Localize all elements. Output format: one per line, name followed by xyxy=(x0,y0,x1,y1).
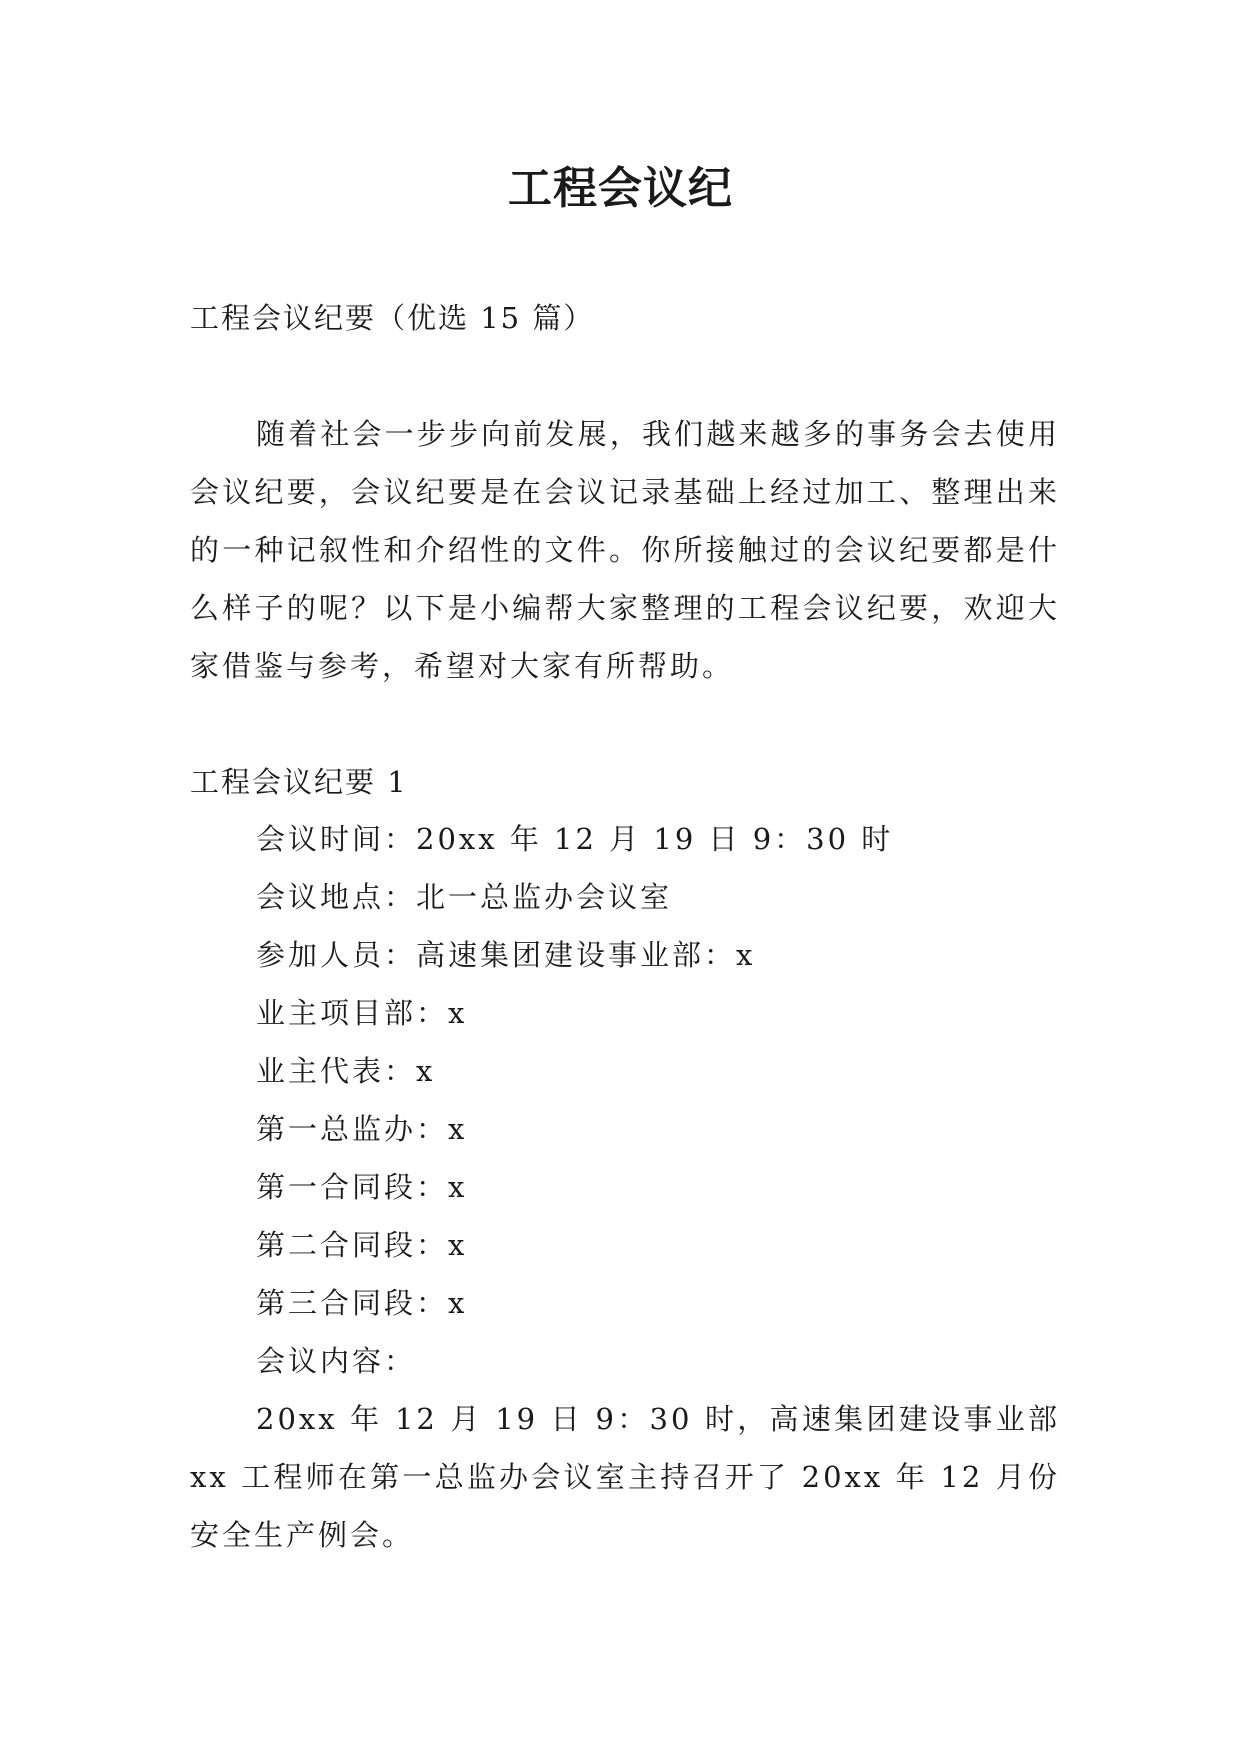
section-heading: 工程会议纪要 1 xyxy=(190,765,408,799)
meeting-time: 会议时间：20xx 年 12 月 19 日 9：30 时 xyxy=(256,822,894,856)
meeting-content-label: 会议内容： xyxy=(256,1344,417,1378)
document-title: 工程会议纪 xyxy=(508,163,733,214)
meeting-content-paragraph: 20xx 年 12 月 19 日 9：30 时，高速集团建设事业部 xx 工程师在第一总监办会议室主持召开了 20xx 年 12 月份安全生产例会。 xyxy=(190,1402,1060,1552)
first-supervision-office: 第一总监办：x xyxy=(256,1112,468,1146)
contract-section-3: 第三合同段：x xyxy=(256,1286,468,1320)
meeting-location: 会议地点：北一总监办会议室 xyxy=(256,880,673,914)
document-subtitle: 工程会议纪要（优选 15 篇） xyxy=(190,301,595,335)
contract-section-1: 第一合同段：x xyxy=(256,1170,468,1204)
owner-representative: 业主代表：x xyxy=(256,1054,436,1088)
intro-paragraph: 随着社会一步步向前发展，我们越来越多的事务会去使用会议纪要，会议纪要是在会议记录基础上经过加工、整理出来的一种记叙性和介绍性的文件。你所接触过的会议纪要都是什么样子的呢？以下是小编帮大家整理的工程会议纪要，欢迎大家借鉴与参考，希望对大家有所帮助。 xyxy=(190,417,1060,683)
meeting-details-list xyxy=(256,810,893,1390)
attendees: 参加人员：高速集团建设事业部：x xyxy=(256,938,756,972)
contract-section-2: 第二合同段：x xyxy=(256,1228,468,1262)
owner-project-dept: 业主项目部：x xyxy=(256,996,468,1030)
